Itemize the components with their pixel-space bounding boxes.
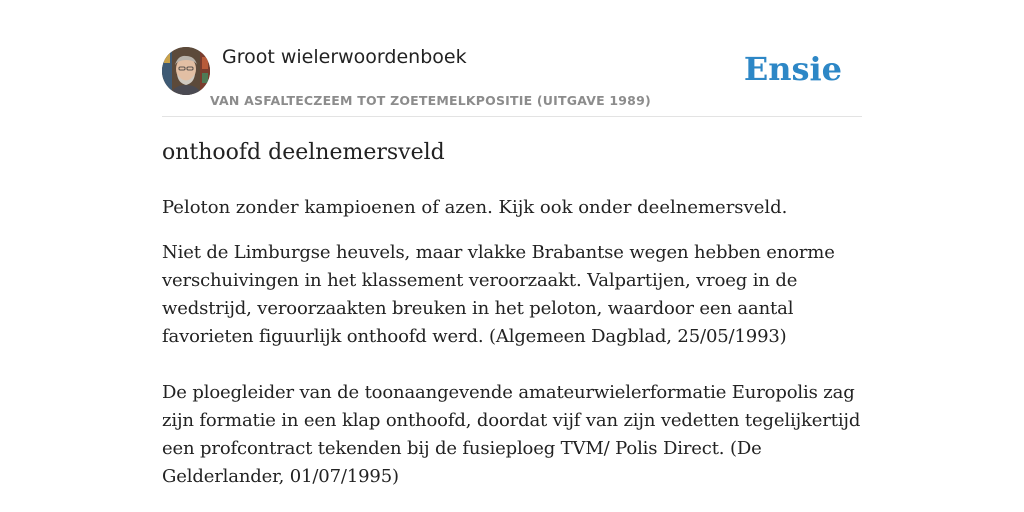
book-subtitle: VAN ASFALTECZEEM TOT ZOETEMELKPOSITIE (UITGAVE 1989) bbox=[210, 93, 651, 108]
author-avatar[interactable] bbox=[162, 47, 210, 95]
entry-examples bbox=[162, 239, 862, 512]
ensie-logo-link[interactable]: Ensie bbox=[743, 50, 842, 88]
entry-headword: onthoofd deelnemersveld bbox=[162, 140, 445, 165]
example-quote: De ploegleider van de toonaangevende amateurwielerformatie Europolis zag zijn formatie in een klap onthoofd, doordat vijf van zijn vedetten tegelijkertijd een profcontract tekenden bij de fusieploeg TVM/ Polis Direct. (De Gelderlander, 01/07/1995) bbox=[162, 382, 861, 487]
author-photo bbox=[162, 47, 210, 95]
example-quote: Niet de Limburgse heuvels, maar vlakke Brabantse wegen hebben enorme verschuivingen in het klassement veroorzaakt. Valpartijen, vroeg in de wedstrijd, veroorzaakten breuken in het peloton, waardoor een aantal favorieten figuurlijk onthoofd werd. (Algemeen Dagblad, 25/05/1993) bbox=[162, 242, 835, 347]
entry-definition: Peloton zonder kampioenen of azen. Kijk ook onder deelnemersveld. bbox=[162, 197, 788, 218]
book-title[interactable]: Groot wielerwoordenboek bbox=[222, 46, 467, 68]
book-header bbox=[162, 46, 862, 117]
